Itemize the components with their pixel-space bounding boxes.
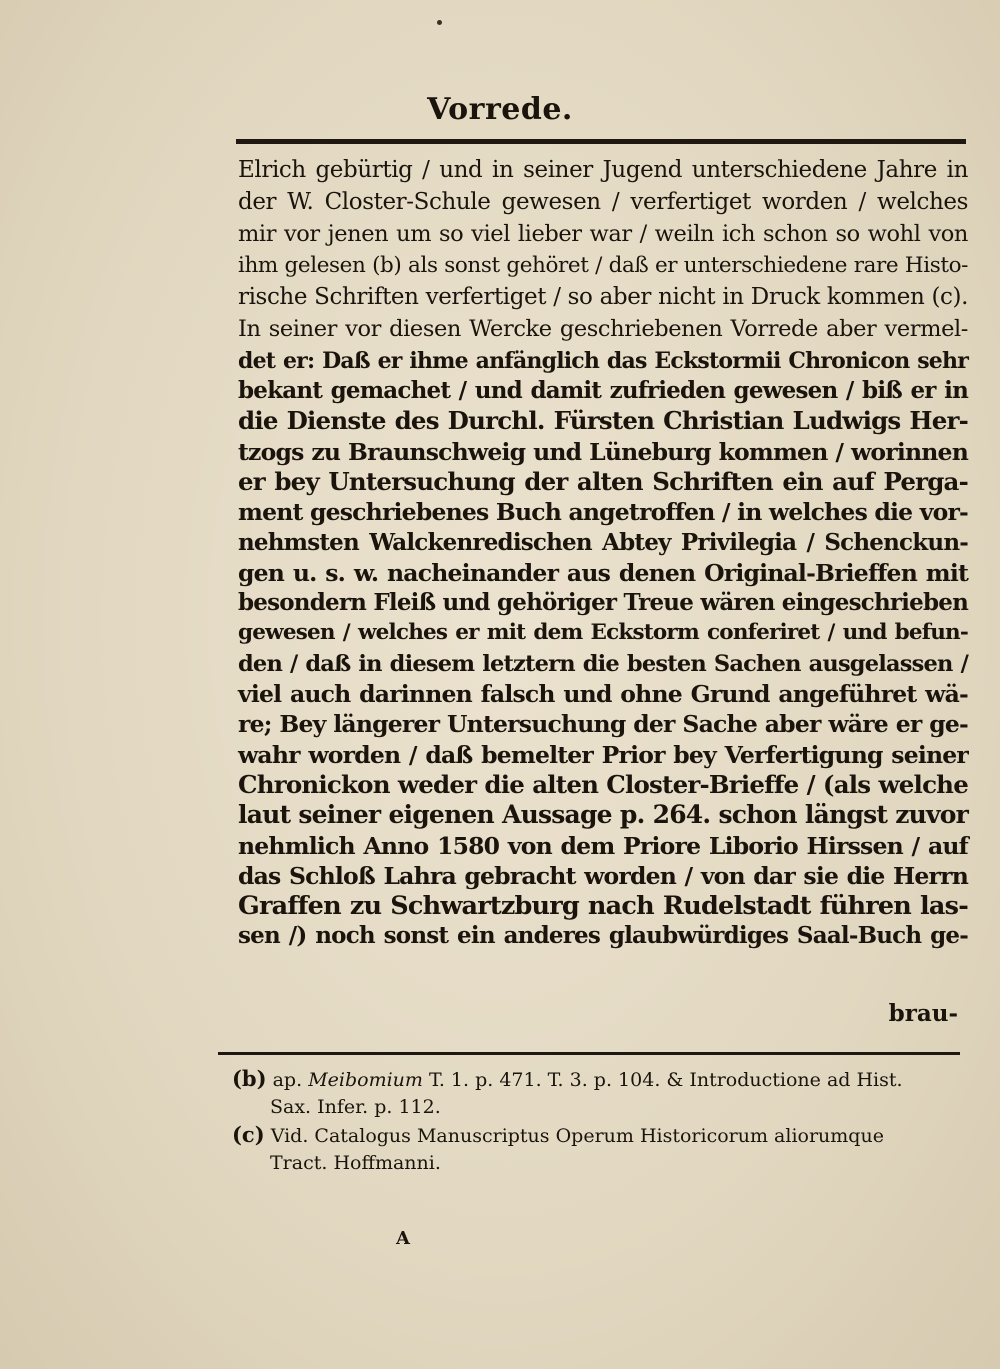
- text-line: laut seiner eigenen Aussage p. 264. schon längst zuvor: [238, 800, 968, 830]
- footnotes: [232, 1065, 972, 1177]
- text-line: die Dienste des Durchl. Fürsten Christian Ludwigs Her-: [238, 406, 968, 436]
- footnote-b: [232, 1065, 972, 1121]
- footnote-author: Meibomium: [308, 1069, 423, 1091]
- text-line: rische Schriften verfertiget / so aber nicht in Druck kommen (c).: [238, 284, 968, 311]
- text-line: tzogs zu Braunschweig und Lüneburg kommen / worinnen: [238, 437, 968, 466]
- footnote-rule: [218, 1052, 960, 1055]
- footnote-c: [232, 1121, 972, 1177]
- text-line: besondern Fleiß und gehöriger Treue wären eingeschrieben: [238, 589, 968, 617]
- footnote-text: T. 1. p. 471. T. 3. p. 104. & Introductione ad Hist.: [428, 1069, 903, 1091]
- text-line: gen u. s. w. nacheinander aus denen Original-Brieffen mit: [238, 558, 968, 587]
- text-line: Graffen zu Schwartzburg nach Rudelstadt führen las-: [238, 891, 968, 922]
- text-line: bekant gemachet / und damit zufrieden gewesen / biß er in: [238, 377, 968, 405]
- ink-speck: [437, 20, 442, 25]
- signature-mark: A: [396, 1228, 410, 1249]
- text-line: nehmlich Anno 1580 von dem Priore Liborio Hirssen / auf: [238, 831, 968, 860]
- catchword: brau-: [888, 1000, 958, 1027]
- text-line: ment geschriebenes Buch angetroffen / in welches die vor-: [238, 498, 968, 527]
- text-line: nehmsten Walckenredischen Abtey Privilegia / Schenckun-: [238, 528, 968, 556]
- text-line: Elrich gebürtig / und in seiner Jugend unterschiedene Jahre in: [238, 157, 968, 183]
- text-line: den / daß in diesem letztern die besten Sachen ausgelassen /: [238, 650, 968, 677]
- text-line: der W. Closter-Schule gewesen / verfertiget worden / welches: [238, 188, 968, 215]
- text-line: mir vor jenen um so viel lieber war / weiln ich schon so wohl von: [238, 220, 968, 247]
- header-rule: [236, 139, 966, 144]
- body-text: [238, 155, 968, 952]
- text-line: das Schloß Lahra gebracht worden / von dar sie die Herrn: [238, 861, 968, 890]
- footnote-mark: (b): [232, 1066, 267, 1091]
- text-line: gewesen / welches er mit dem Eckstorm conferiret / und befun-: [238, 620, 968, 646]
- footnote-continuation: Sax. Infer. p. 112.: [270, 1096, 441, 1118]
- footnote-mark: (c): [232, 1122, 265, 1147]
- footnote-text: ap.: [272, 1069, 303, 1091]
- footnote-text: Vid. Catalogus Manuscriptus Operum Historicorum aliorumque: [270, 1125, 884, 1147]
- footnote-continuation: Tract. Hoffmanni.: [270, 1152, 441, 1174]
- text-line: ihm gelesen (b) als sonst gehöret / daß er unterschiedene rare Histo-: [238, 253, 968, 279]
- running-head: Vorrede.: [427, 92, 573, 127]
- text-line: re; Bey längerer Untersuchung der Sache aber wäre er ge-: [238, 710, 968, 739]
- text-line: viel auch darinnen falsch und ohne Grund angeführet wä-: [238, 680, 968, 709]
- text-line: wahr worden / daß bemelter Prior bey Verfertigung seiner: [238, 740, 968, 769]
- text-line: Chronickon weder die alten Closter-Brieffe / (als welche: [238, 769, 968, 799]
- text-line: det er: Daß er ihme anfänglich das Eckstormii Chronicon sehr: [238, 347, 968, 374]
- text-line: sen /) noch sonst ein anderes glaubwürdiges Saal-Buch ge-: [238, 922, 968, 950]
- text-line: er bey Untersuchung der alten Schriften ein auf Perga-: [238, 466, 968, 496]
- text-line: In seiner vor diesen Wercke geschriebenen Vorrede aber vermel-: [238, 315, 968, 342]
